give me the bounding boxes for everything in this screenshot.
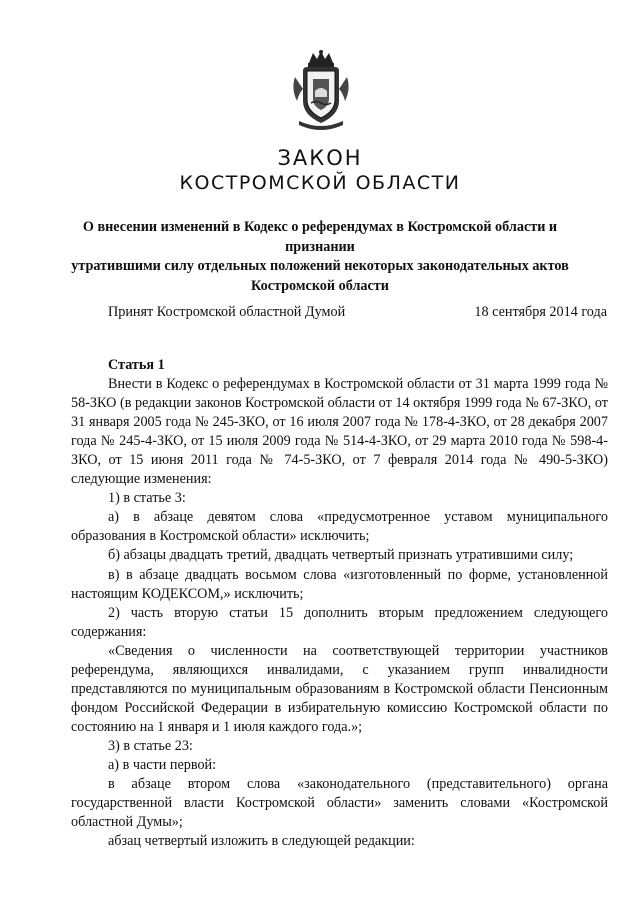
article-paragraph: б) абзацы двадцать третий, двадцать четвертый признать утратившими силу; xyxy=(108,547,574,564)
subject-line: О внесении изменений в Кодекс о референдумах в Костромской области и признании xyxy=(82,219,558,255)
article-paragraph: а) в части первой: xyxy=(108,756,217,773)
article-paragraph: а) в абзаце девятом слова «предусмотренное уставом муниципального образования в Костромской области» исключить; xyxy=(71,509,608,545)
region-title: КОСТРОМСКОЙ ОБЛАСТИ xyxy=(179,172,461,194)
adoption-date: 18 сентября 2014 года xyxy=(474,304,607,320)
article-body xyxy=(71,356,608,851)
article-paragraph: 2) часть вторую статьи 15 дополнить вторым предложением следующего содержания: xyxy=(71,604,608,640)
coat-of-arms-icon xyxy=(289,49,353,133)
article-paragraph: 3) в статье 23: xyxy=(108,737,193,754)
article-paragraph: в) в абзаце двадцать восьмом слова «изготовленный по форме, установленной настоящим КОДЕКСОМ,» исключить; xyxy=(71,566,608,602)
adopted-by: Принят Костромской областной Думой xyxy=(108,304,346,320)
article-paragraph: «Сведения о численности на соответствующей территории участников референдума, являющихся инвалидами, с указанием групп инвалидности представляются по муниципальным образованиям в Костромской области Пенсионным фондом Российской Федерации в избирательную комиссию Костромской области по состоянию на 1 января и 1 июля каждого года.»; xyxy=(71,642,608,735)
subject-line: Костромской области xyxy=(251,277,389,294)
article-paragraph: Внести в Кодекс о референдумах в Костромской области от 31 марта 1999 года № 58-ЗКО (в редакции законов Костромской области от 14 октября 1999 года № 67-ЗКО, от 31 января 2005 года № 245-ЗКО, от 16 июля 2007 года № 178-4-ЗКО, от 28 декабря 2007 года № 245-4-ЗКО, от 15 июля 2009 года № 514-4-ЗКО, от 29 марта 2010 года № 598-4-ЗКО, от 15 июня 2011 года № 74-5-ЗКО, от 7 февраля 2014 года № 490-5-ЗКО) следующие изменения: xyxy=(71,376,608,488)
article-paragraph: в абзаце втором слова «законодательного (представительного) органа государственной власти Костромской области» заменить словами «Костромской областной Думы»; xyxy=(71,776,608,831)
law-subject xyxy=(64,218,576,296)
article-paragraph: 1) в статье 3: xyxy=(108,490,186,507)
law-title: ЗАКОН xyxy=(277,146,363,170)
article-heading: Статья 1 xyxy=(108,357,165,373)
subject-line: утратившими силу отдельных положений некоторых законодательных актов xyxy=(71,258,569,274)
article-paragraph: абзац четвертый изложить в следующей редакции: xyxy=(108,833,415,850)
